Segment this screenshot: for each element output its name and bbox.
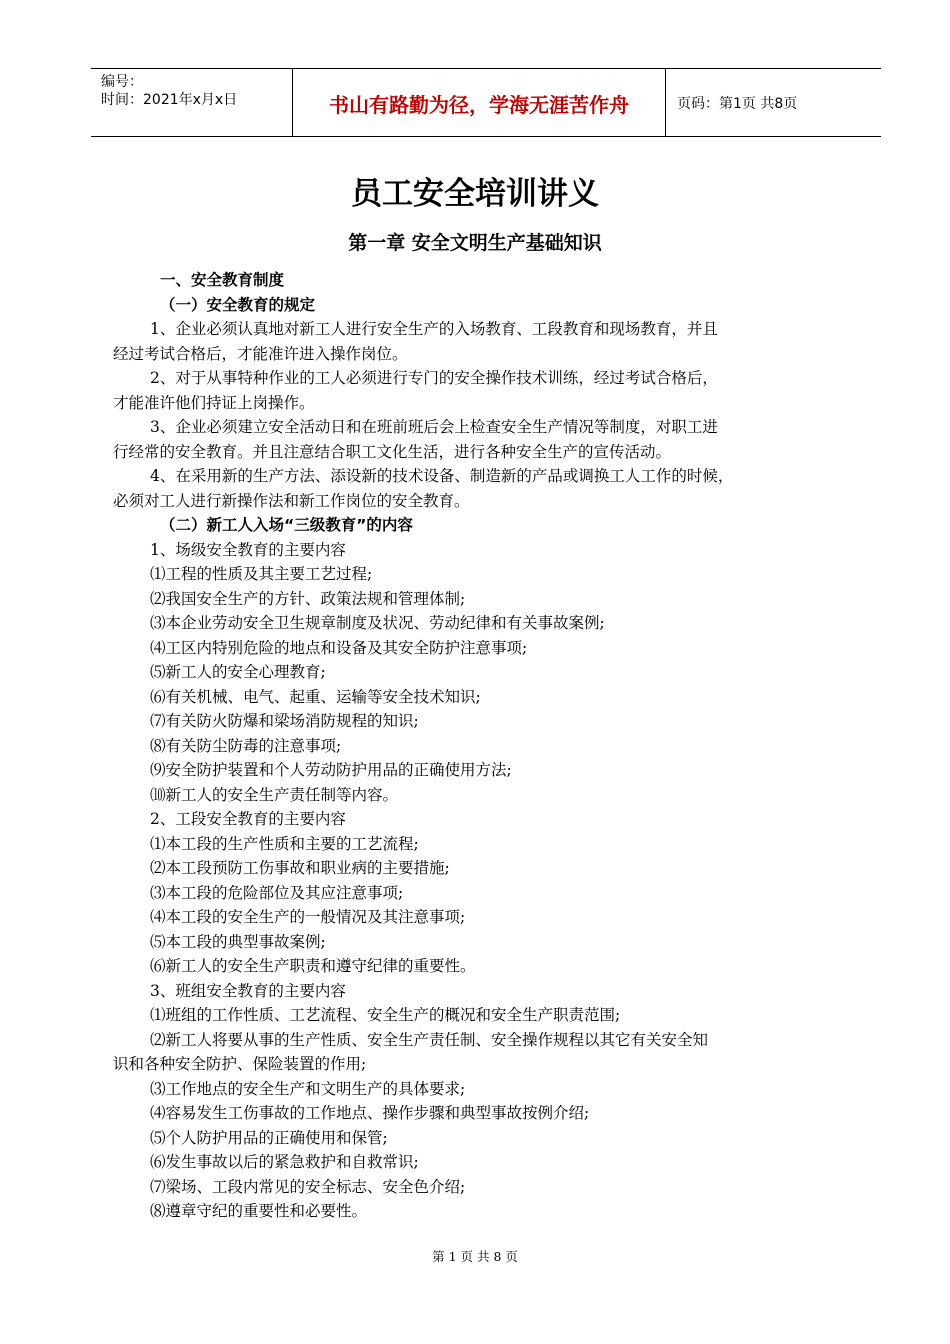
page-footer: 第 1 页 共 8 页 bbox=[432, 1249, 518, 1264]
list-item: ⑶工作地点的安全生产和文明生产的具体要求; bbox=[150, 1079, 466, 1098]
list-item: ⑴本工段的生产性质和主要的工艺流程; bbox=[150, 834, 419, 853]
list-heading: 2、工段安全教育的主要内容 bbox=[150, 810, 346, 828]
list-item: ⑶本工段的危险部位及其应注意事项; bbox=[150, 883, 404, 902]
paragraph-line: 必须对工人进行新操作法和新工作岗位的安全教育。 bbox=[113, 491, 470, 510]
list-item: ⑻有关防尘防毒的注意事项; bbox=[150, 736, 342, 755]
chapter-heading: 第一章 安全文明生产基础知识 bbox=[348, 232, 602, 254]
header-info bbox=[101, 73, 237, 109]
list-item: ⑶本企业劳动安全卫生规章制度及状况、劳动纪律和有关事故案例; bbox=[150, 614, 605, 632]
time-label: 时间：2021年x月x日 bbox=[101, 92, 238, 108]
list-item: ⑴班组的工作性质、工艺流程、安全生产的概况和安全生产职责范围; bbox=[150, 1006, 621, 1024]
number-label: 编号： bbox=[101, 74, 143, 90]
list-item: ⑼安全防护装置和个人劳动防护用品的正确使用方法; bbox=[150, 761, 512, 779]
list-item: ⑺有关防火防爆和梁场消防规程的知识; bbox=[150, 712, 419, 730]
list-item: ⑺梁场、工段内常见的安全标志、安全色介绍; bbox=[150, 1177, 466, 1196]
section-heading: 一、安全教育制度 bbox=[160, 271, 285, 289]
paragraph-line: 4、在采用新的生产方法、添设新的技术设备、制造新的产品或调换工人工作的时候， bbox=[150, 467, 734, 485]
document-title: 员工安全培训讲义 bbox=[351, 176, 599, 212]
page-header bbox=[91, 68, 881, 137]
list-item-continuation: 识和各种安全防护、保险装置的作用; bbox=[113, 1055, 367, 1073]
list-item: ⑽新工人的安全生产责任制等内容。 bbox=[150, 785, 399, 804]
list-item: ⑻遵章守纪的重要性和必要性。 bbox=[150, 1202, 368, 1220]
paragraph-line: 行经常的安全教育。并且注意结合职工文化生活，进行各种安全生产的宣传活动。 bbox=[113, 442, 672, 461]
paragraph-line: 3、企业必须建立安全活动日和在班前班后会上检查安全生产情况等制度，对职工进 bbox=[150, 418, 718, 436]
subsection-heading: （二）新工人入场“三级教育”的内容 bbox=[160, 516, 413, 534]
header-divider bbox=[665, 69, 666, 136]
list-item: ⑴工程的性质及其主要工艺过程; bbox=[150, 565, 373, 583]
list-item: ⑵我国安全生产的方针、政策法规和管理体制; bbox=[150, 589, 466, 608]
list-item: ⑹发生事故以后的紧急救护和自救常识; bbox=[150, 1153, 419, 1171]
header-page-info: 页码：第1页 共8页 bbox=[677, 96, 798, 112]
subsection-heading: （一）安全教育的规定 bbox=[160, 295, 316, 314]
list-item: ⑸新工人的安全心理教育; bbox=[150, 663, 326, 681]
paragraph-line: 才能准许他们持证上岗操作。 bbox=[113, 393, 315, 412]
list-item: ⑵本工段预防工伤事故和职业病的主要措施; bbox=[150, 859, 450, 877]
list-item: ⑷容易发生工伤事故的工作地点、操作步骤和典型事故按例介绍; bbox=[150, 1104, 590, 1122]
paragraph-line: 2、对于从事特种作业的工人必须进行专门的安全操作技术训练，经过考试合格后， bbox=[150, 369, 718, 387]
list-heading: 3、班组安全教育的主要内容 bbox=[150, 981, 346, 1000]
list-item: ⑹有关机械、电气、起重、运输等安全技术知识; bbox=[150, 687, 481, 706]
paragraph-line: 1、企业必须认真地对新工人进行安全生产的入场教育、工段教育和现场教育，并且 bbox=[150, 320, 718, 338]
list-item: ⑸本工段的典型事故案例; bbox=[150, 932, 326, 951]
list-item: ⑵新工人将要从事的生产性质、安全生产责任制、安全操作规程以其它有关安全知 bbox=[150, 1030, 709, 1049]
header-motto: 书山有路勤为径，学海无涯苦作舟 bbox=[329, 93, 629, 117]
list-item: ⑷工区内特别危险的地点和设备及其安全防护注意事项; bbox=[150, 638, 528, 657]
list-heading: 1、场级安全教育的主要内容 bbox=[150, 540, 346, 559]
document-body bbox=[113, 268, 858, 1224]
paragraph-line: 经过考试合格后，才能准许进入操作岗位。 bbox=[113, 344, 408, 363]
list-item: ⑸个人防护用品的正确使用和保管; bbox=[150, 1128, 388, 1147]
list-item: ⑹新工人的安全生产职责和遵守纪律的重要性。 bbox=[150, 957, 476, 975]
list-item: ⑷本工段的安全生产的一般情况及其注意事项; bbox=[150, 908, 466, 926]
